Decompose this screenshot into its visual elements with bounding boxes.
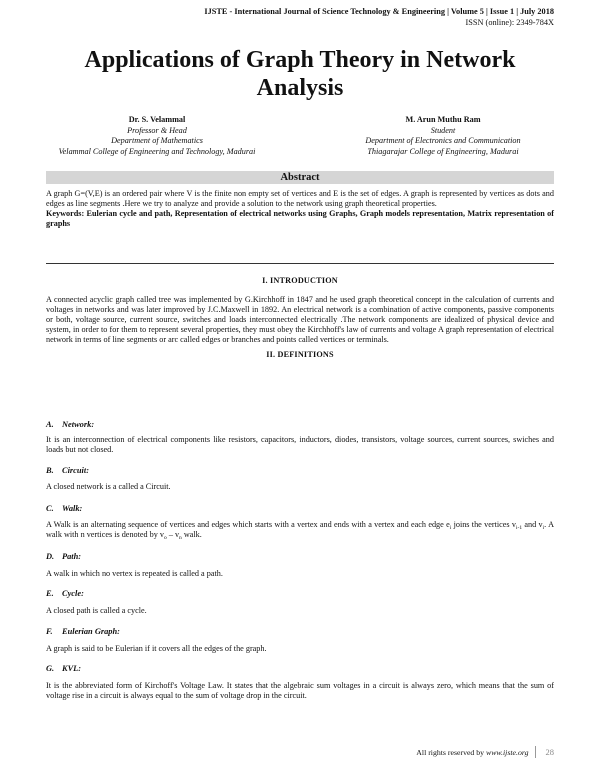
definition-letter: B. xyxy=(46,466,54,475)
definition-term: Circuit: xyxy=(62,466,89,475)
definition-letter: E. xyxy=(46,589,54,598)
intro-text: A connected acyclic graph called tree was implemented by G.Kirchhoff in 1847 and he used graph theoretical concept in the calculation of currents and voltages in networks and was later improved by J.C.Maxwell in 1892. An electrical network is a combination of active components, passive components or both, voltage source, current source, switches and loads interconnected electrically .The network components are idealized of physical device and system, in order to for them to represent several properties, they must obey the Kirchhoff's law of currents and voltage A graph representation of electrical network in terms of line segments or arc called edges or branches and points called vertices or terminals. xyxy=(46,295,554,344)
definition-heading xyxy=(46,589,84,598)
keywords-label: Keywords: xyxy=(46,209,85,218)
definition-text: It is the abbreviated form of Kirchoff's Voltage Law. It states that the algebraic sum voltages in a circuit is always zero, which means that the sum of voltage rise in a circuit is always equal to the sum of voltage drop in the circuit. xyxy=(46,681,554,700)
page-footer xyxy=(416,746,554,759)
page-number: 28 xyxy=(535,746,555,758)
abstract-heading: Abstract xyxy=(46,171,554,184)
definition-letter: G. xyxy=(46,664,55,673)
definition-term: Walk: xyxy=(62,504,83,513)
footer-rights: All rights reserved by xyxy=(416,748,487,757)
definition-letter: A. xyxy=(46,420,54,429)
definition-text: A closed network is a called a Circuit. xyxy=(46,482,171,491)
definition-heading xyxy=(46,504,82,513)
definition-heading xyxy=(46,552,81,561)
definition-text: A walk in which no vertex is repeated is called a path. xyxy=(46,569,223,578)
abstract-text: A graph G=(V,E) is an ordered pair where V is the finite non empty set of vertices and E is the set of edges. A graph is represented by vertices as dots and edges as line segments .Here we try to analyze and provide a solution to the network using graph theoretical properties. xyxy=(46,189,554,208)
author-role: Student xyxy=(430,125,456,135)
author-college: Thiagarajar College of Engineering, Madurai xyxy=(367,146,519,156)
paper-title xyxy=(0,46,600,102)
author-block-2 xyxy=(318,115,568,157)
abstract-body xyxy=(46,189,554,229)
author-name: Dr. S. Velammal xyxy=(128,115,186,124)
definition-text-walk: A Walk is an alternating sequence of vertices and edges which starts with a vertex and ends with a vertex and each edge $e_i$ joins the vertices $v_{i-1}$ and $v_i$. A walk with n vertices is denoted by $v_o - v_n$ walk. xyxy=(46,520,554,541)
definition-text: A closed path is called a cycle. xyxy=(46,606,147,615)
author-college: Velammal College of Engineering and Technology, Madurai xyxy=(58,146,256,156)
definition-term: KVL: xyxy=(62,664,82,673)
definitions-heading: II. DEFINITIONS xyxy=(266,350,334,359)
definition-heading xyxy=(46,664,81,673)
definition-text: A graph is said to be Eulerian if it covers all the edges of the graph. xyxy=(46,644,267,653)
keywords-text: Eulerian cycle and path, Representation of electrical networks using Graphs, Graph models representation, Matrix representation of graphs xyxy=(46,209,554,228)
definition-heading xyxy=(46,420,94,429)
definition-letter: D. xyxy=(46,552,55,561)
author-name: M. Arun Muthu Ram xyxy=(405,115,481,124)
definition-letter: F. xyxy=(46,627,53,636)
definition-term: Cycle: xyxy=(62,589,84,598)
author-role: Professor & Head xyxy=(127,125,187,135)
author-department: Department of Mathematics xyxy=(111,136,203,145)
definition-term: Eulerian Graph: xyxy=(62,627,120,636)
journal-header xyxy=(204,6,554,28)
author-block-1 xyxy=(28,115,286,157)
definition-term: Network: xyxy=(62,420,95,429)
intro-heading: I. INTRODUCTION xyxy=(262,276,338,285)
definition-letter: C. xyxy=(46,504,54,513)
definition-term: Path: xyxy=(62,552,82,561)
section-divider xyxy=(46,263,554,264)
definition-heading xyxy=(46,627,120,636)
footer-url[interactable]: www.ijste.org xyxy=(486,748,529,757)
journal-name: IJSTE - International Journal of Science Technology & Engineering | Volume 5 | Issue 1 | July 2018 xyxy=(204,7,554,16)
title-line-2: Analysis xyxy=(256,75,344,101)
author-department: Department of Electronics and Communication xyxy=(365,136,521,145)
title-line-1: Applications of Graph Theory in Network xyxy=(84,47,516,73)
definition-text: It is an interconnection of electrical components like resistors, capacitors, inductors, diodes, transistors, voltage sources, current sources, swiches and loads but not closed. xyxy=(46,435,554,454)
journal-issn: ISSN (online): 2349-784X xyxy=(465,18,554,27)
definition-heading xyxy=(46,466,89,475)
